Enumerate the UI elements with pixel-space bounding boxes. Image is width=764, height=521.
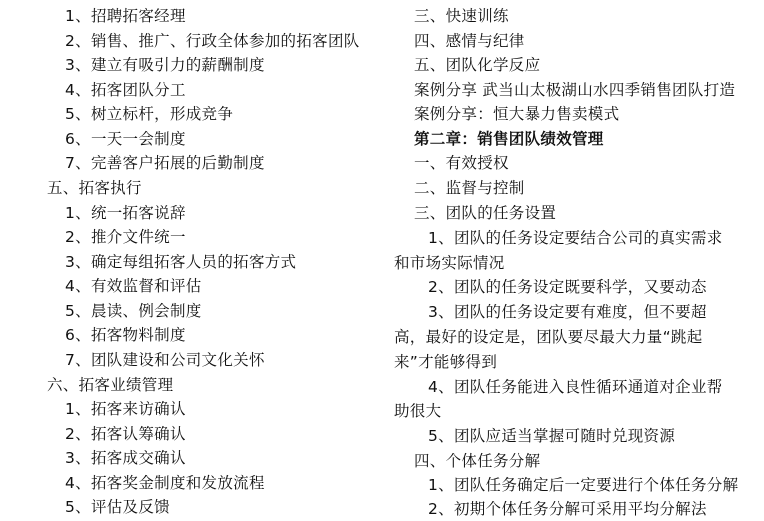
list-item: 7、完善客户拓展的后勤制度: [65, 154, 265, 172]
list-item: 5、晨读、例会制度: [65, 302, 202, 320]
list-item: 1、招聘拓客经理: [65, 7, 186, 25]
list-item: 4、拓客奖金制度和发放流程: [65, 474, 265, 492]
section-heading: 五、拓客执行: [47, 179, 142, 197]
list-item: 2、推介文件统一: [65, 228, 186, 246]
paragraph-line: 和市场实际情况: [394, 254, 505, 272]
chapter-title: 第二章：销售团队绩效管理: [414, 130, 604, 148]
section-heading: 四、个体任务分解: [414, 452, 541, 470]
list-item: 3、确定每组拓客人员的拓客方式: [65, 253, 297, 271]
paragraph-line: 1、团队任务确定后一定要进行个体任务分解: [428, 476, 739, 494]
list-item: 4、有效监督和评估: [65, 277, 202, 295]
paragraph-line: 4、团队任务能进入良性循环通道对企业帮: [428, 378, 723, 396]
section-heading: 五、团队化学反应: [414, 56, 541, 74]
section-heading: 六、拓客业绩管理: [47, 376, 174, 394]
list-item: 5、评估及反馈: [65, 498, 170, 516]
section-heading: 三、团队的任务设置: [414, 204, 557, 222]
paragraph-line: 来”才能够得到: [394, 353, 498, 371]
list-item: 7、团队建设和公司文化关怀: [65, 351, 265, 369]
list-item: 1、统一拓客说辞: [65, 204, 186, 222]
paragraph-line: 5、团队应适当掌握可随时兑现资源: [428, 427, 676, 445]
section-heading: 三、快速训练: [414, 7, 509, 25]
paragraph-line: 3、团队的任务设定要有难度，但不要超: [428, 303, 707, 321]
paragraph-line: 2、初期个体任务分解可采用平均分解法: [428, 500, 707, 518]
list-item: 2、销售、推广、行政全体参加的拓客团队: [65, 32, 360, 50]
list-item: 1、拓客来访确认: [65, 400, 186, 418]
list-item: 6、一天一会制度: [65, 130, 186, 148]
paragraph-line: 助很大: [394, 402, 442, 420]
case-study-line: 案例分享 武当山太极湖山水四季销售团队打造: [414, 81, 736, 99]
paragraph-line: 高，最好的设定是，团队要尽最大力量“跳起: [394, 328, 703, 346]
section-heading: 一、有效授权: [414, 154, 509, 172]
section-heading: 二、监督与控制: [414, 179, 525, 197]
list-item: 6、拓客物料制度: [65, 326, 186, 344]
case-study-line: 案例分享：恒大暴力售卖模式: [414, 105, 620, 123]
paragraph-line: 1、团队的任务设定要结合公司的真实需求: [428, 229, 723, 247]
list-item: 5、树立标杆，形成竞争: [65, 105, 234, 123]
list-item: 3、拓客成交确认: [65, 449, 186, 467]
list-item: 4、拓客团队分工: [65, 81, 186, 99]
list-item: 3、建立有吸引力的薪酬制度: [65, 56, 265, 74]
list-item: 2、拓客认筹确认: [65, 425, 186, 443]
paragraph-line: 2、团队的任务设定既要科学，又要动态: [428, 278, 707, 296]
section-heading: 四、感情与纪律: [414, 32, 525, 50]
